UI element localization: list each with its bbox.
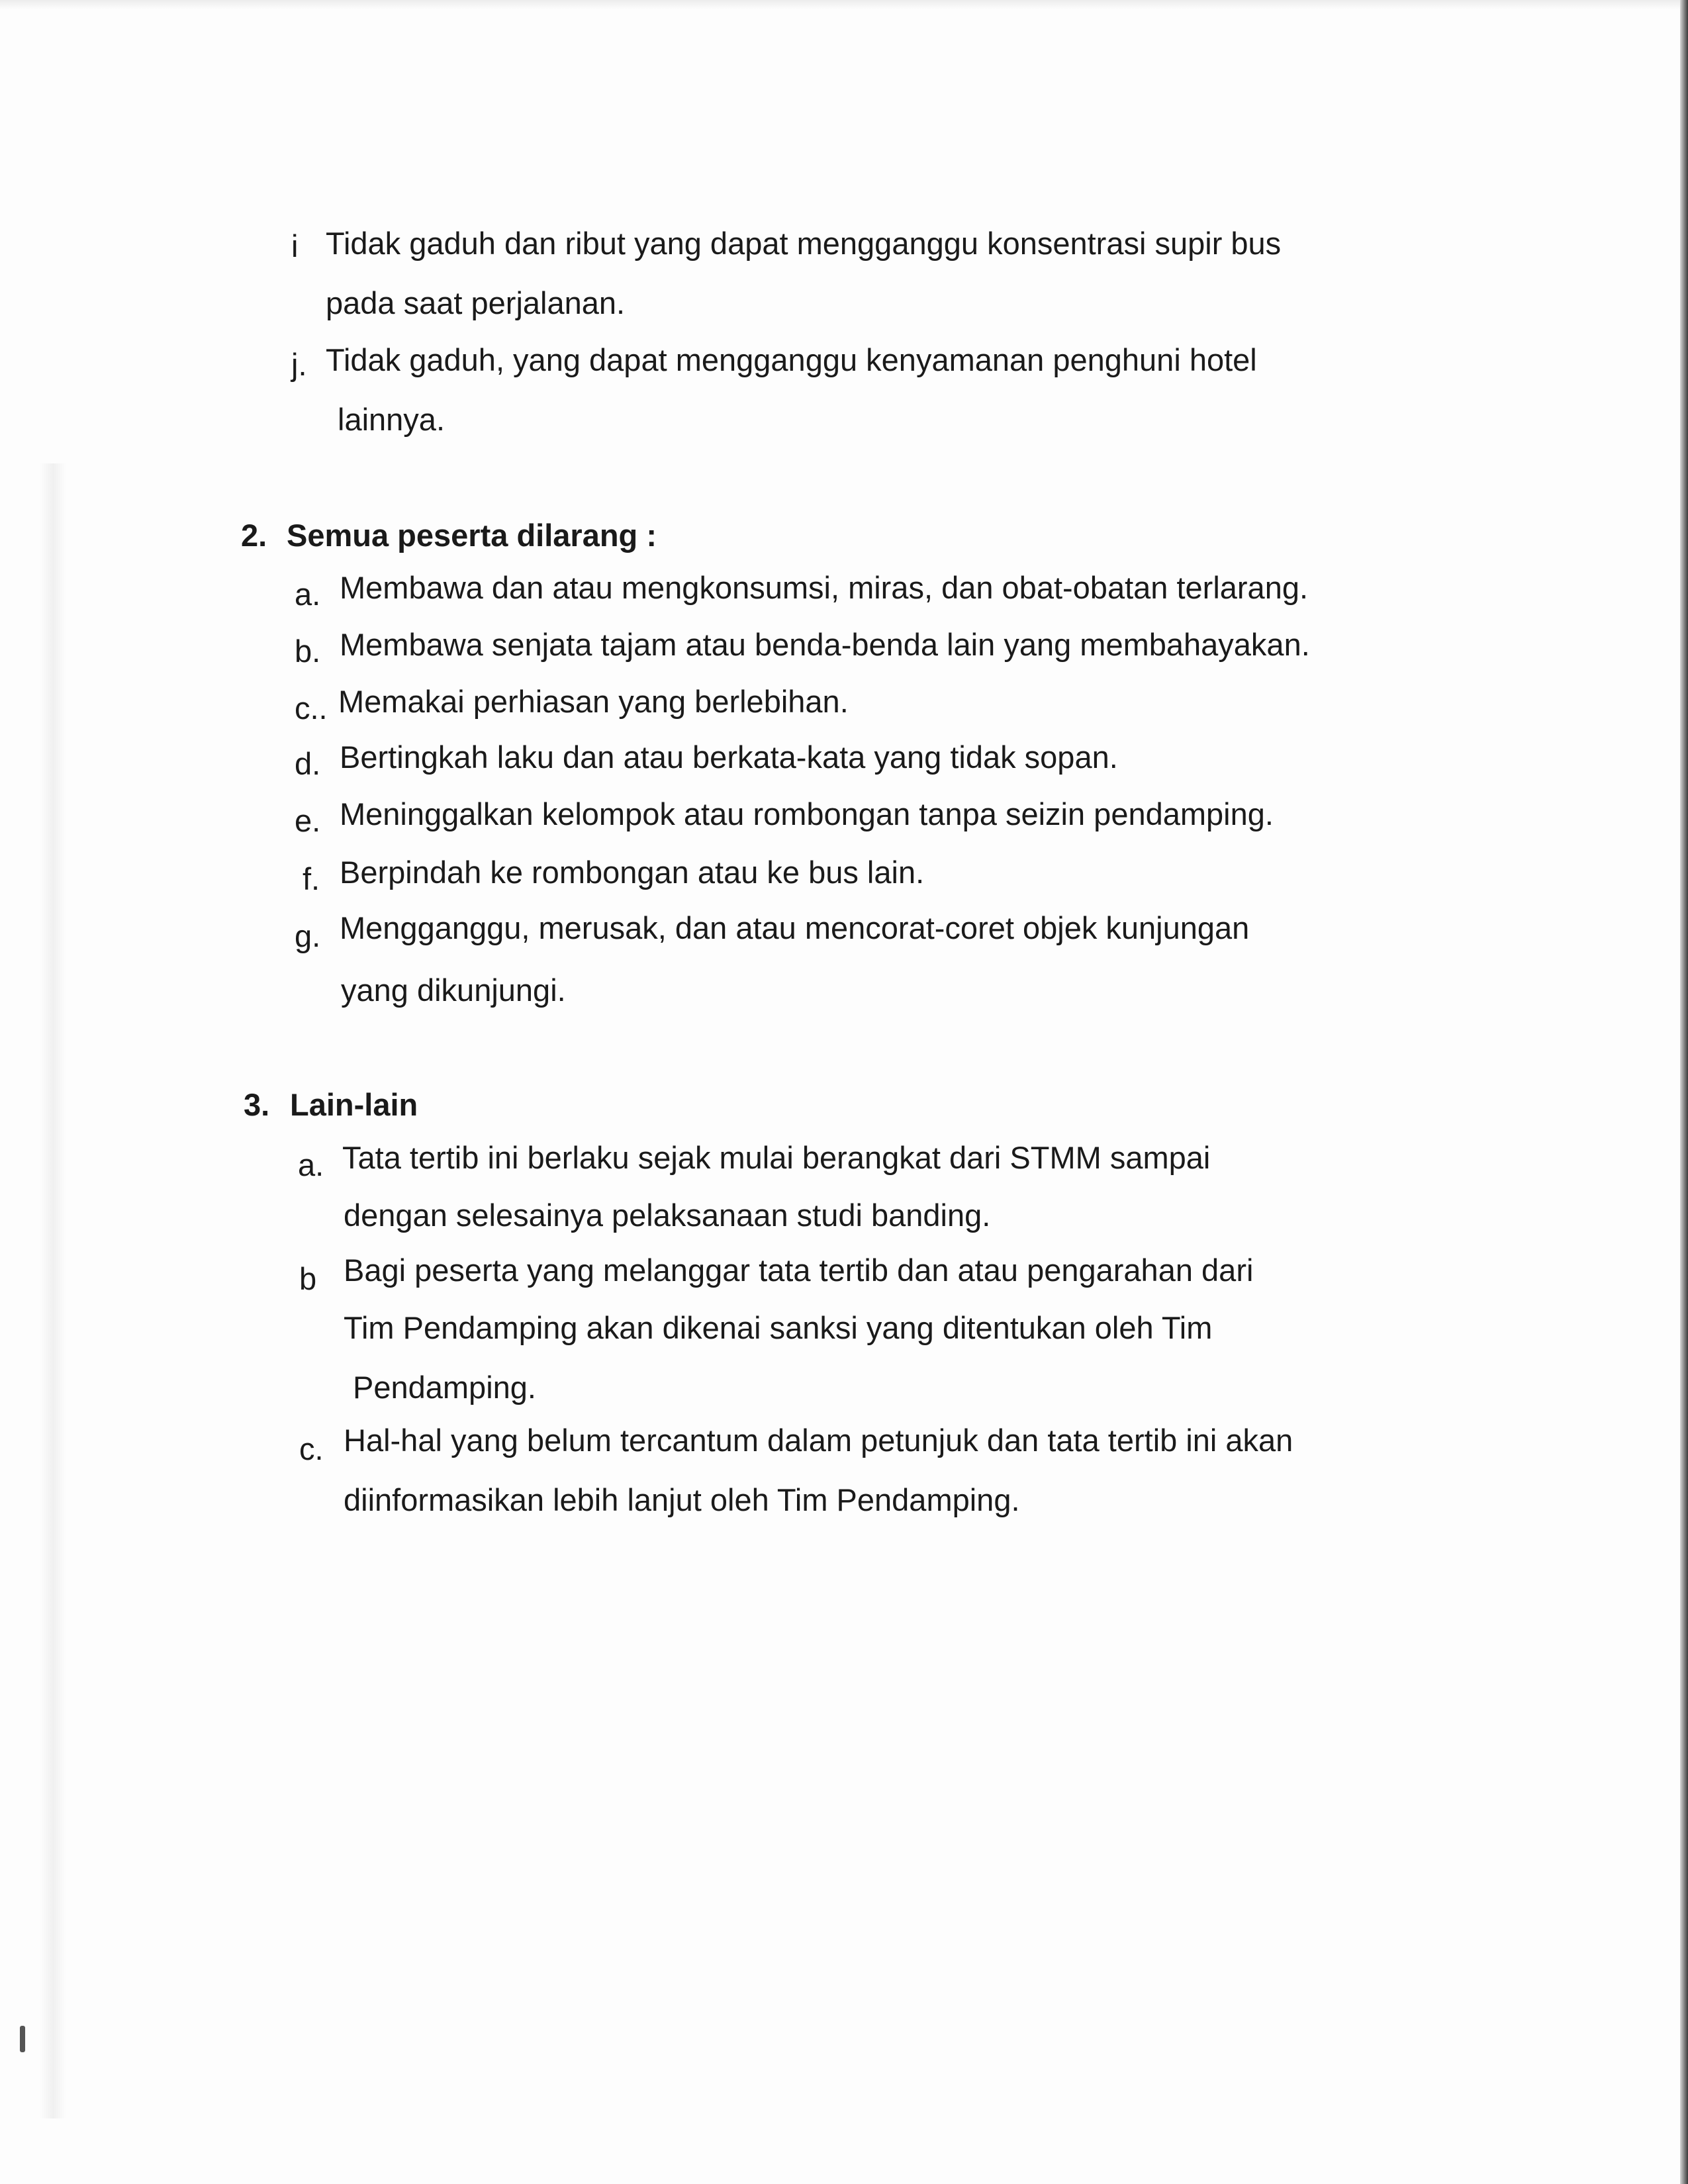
list-item-line: yang dikunjungi. xyxy=(341,973,566,1008)
scan-left-smudge xyxy=(40,463,66,2118)
section-number: 2. xyxy=(241,518,267,553)
list-item-line: Membawa senjata tajam atau benda-benda lain yang membahayakan. xyxy=(340,627,1310,662)
list-marker: j. xyxy=(291,347,307,382)
list-item-line: Bagi peserta yang melanggar tata tertib dan atau pengarahan dari xyxy=(344,1253,1254,1288)
scan-mark xyxy=(20,2026,25,2052)
list-item-line: Mengganggu, merusak, dan atau mencorat-coret objek kunjungan xyxy=(340,910,1250,945)
list-marker: c. xyxy=(299,1431,324,1466)
section-heading: Semua peserta dilarang : xyxy=(287,518,657,553)
list-marker: g. xyxy=(295,918,321,953)
list-item-line: pada saat perjalanan. xyxy=(326,285,626,320)
list-item-line: dengan selesainya pelaksanaan studi banding. xyxy=(344,1198,991,1233)
list-marker: d. xyxy=(295,746,321,781)
section-heading: Lain-lain xyxy=(290,1087,418,1122)
list-marker: f. xyxy=(303,861,320,896)
list-item-line: Tata tertib ini berlaku sejak mulai berangkat dari STMM sampai xyxy=(342,1140,1211,1175)
list-marker: b. xyxy=(295,634,321,669)
list-item-line: Membawa dan atau mengkonsumsi, miras, dan obat-obatan terlarang. xyxy=(340,570,1309,605)
list-marker: b xyxy=(299,1261,317,1296)
list-item-line: Tidak gaduh dan ribut yang dapat mengganggu konsentrasi supir bus xyxy=(326,226,1282,261)
scan-top-edge xyxy=(0,0,1688,9)
list-item-line: Tim Pendamping akan dikenai sanksi yang ditentukan oleh Tim xyxy=(344,1310,1213,1345)
list-item-line: diinformasikan lebih lanjut oleh Tim Pendamping. xyxy=(344,1482,1020,1517)
list-item-line: Hal-hal yang belum tercantum dalam petunjuk dan tata tertib ini akan xyxy=(344,1423,1293,1458)
section-number: 3. xyxy=(244,1087,270,1122)
list-item-line: Berpindah ke rombongan atau ke bus lain. xyxy=(340,855,925,890)
list-marker: a. xyxy=(295,577,321,612)
list-marker: e. xyxy=(295,803,321,838)
list-item-line: Memakai perhiasan yang berlebihan. xyxy=(338,684,849,719)
list-item-line: Meninggalkan kelompok atau rombongan tanpa seizin pendamping. xyxy=(340,796,1274,831)
list-item-line: lainnya. xyxy=(338,402,445,437)
scan-right-edge xyxy=(1680,0,1688,2184)
list-marker: c.. xyxy=(295,690,328,726)
list-item-line: Bertingkah laku dan atau berkata-kata yang tidak sopan. xyxy=(340,739,1118,775)
list-marker: a. xyxy=(298,1147,324,1182)
list-item-line: Pendamping. xyxy=(353,1370,536,1405)
list-item-line: Tidak gaduh, yang dapat mengganggu kenyamanan penghuni hotel xyxy=(326,342,1257,377)
list-marker: i xyxy=(291,228,299,263)
